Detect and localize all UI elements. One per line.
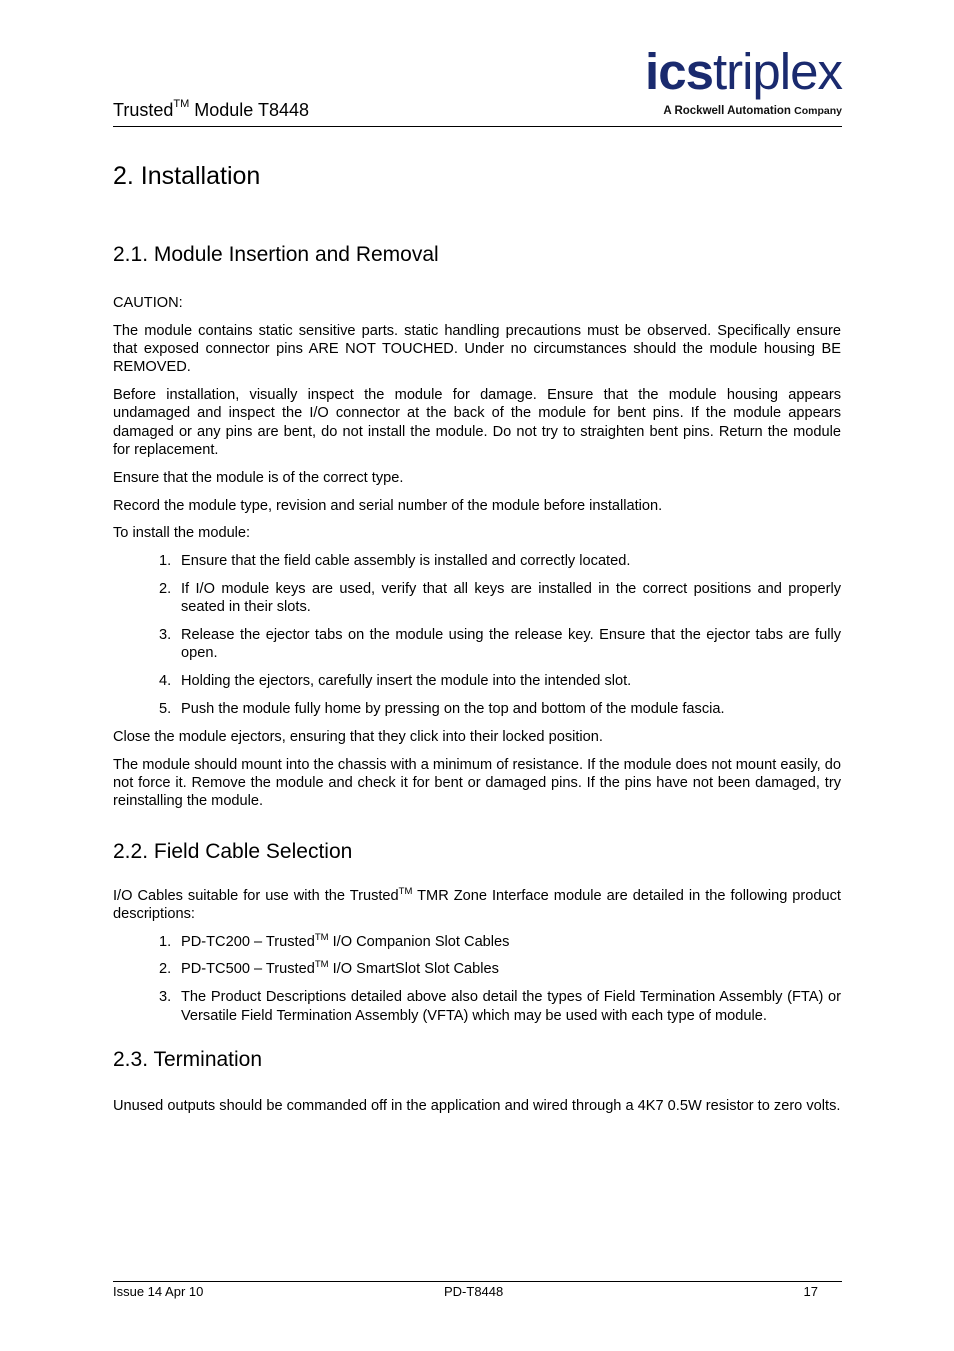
list-text-b: I/O Companion Slot Cables [328,933,510,950]
list-item [159,580,841,617]
paragraph: Ensure that the module is of the correct type. [113,469,404,486]
list-text-b: I/O SmartSlot Slot Cables [328,961,499,978]
list-text: Push the module fully home by pressing on the top and bottom of the module fascia. [181,701,725,718]
paragraph: The module contains static sensitive parts. static handling precautions must be observed. Specifically ensure that exposed connector pins ARE NOT TOUCHED. Under no circumstances should the module housing BE REMOVED. [113,322,841,376]
logo-light-text: triplex [712,43,842,100]
list-item [159,552,841,570]
list-number: 4. [159,673,172,690]
logo-bold-text: ics [645,43,713,100]
install-steps-list [113,552,841,718]
list-number: 2. [159,961,172,978]
paragraph: Close the module ejectors, ensuring that they click into their locked position. [113,728,603,745]
list-text-a: PD-TC500 – Trusted [181,961,315,978]
logo-tagline-text: A Rockwell Automation [663,105,791,117]
list-number: 1. [159,933,172,950]
paragraph: Unused outputs should be commanded off in the application and wired through a 4K7 0.5W resistor to zero volts. [113,1097,841,1114]
cable-list [113,933,841,1025]
caution-label: CAUTION: [113,295,183,311]
paragraph [113,887,841,924]
paragraph: Record the module type, revision and serial number of the module before installation. [113,497,663,514]
list-number: 3. [159,627,172,644]
header-title-prefix: Trusted [113,100,174,120]
logo-company-text: Company [794,105,842,117]
list-item [159,931,841,951]
list-number: 1. [159,553,172,570]
trademark-sup: TM [314,959,329,971]
list-item [159,700,841,718]
subsection-heading-2-2: 2.2. Field Cable Selection [113,839,353,863]
logo-wordmark [645,43,842,100]
paragraph: To install the module: [113,525,251,542]
page-content [113,156,841,1125]
section-heading-wrap [113,156,841,240]
section-heading: 2. Installation [113,162,261,190]
list-text: Ensure that the field cable assembly is installed and correctly located. [181,553,631,570]
paragraph: Before installation, visually inspect the module for damage. Ensure that the module housing appears undamaged and inspect the I/O connector at the back of the module for bent pins. If the module appears damaged or any pins are bent, do not install the module. Do not try to straighten bent pins. Return the module for replacement. [113,387,841,459]
trademark-sup: TM [398,885,413,897]
trademark-sup: TM [314,931,329,943]
list-number: 2. [159,581,172,598]
list-item [159,988,841,1025]
paragraph: The module should mount into the chassis with a minimum of resistance. If the module does not mount easily, do not force it. Remove the module and check it for bent or damaged pins. If the pins have not been damaged, try reinstalling the module. [113,756,841,810]
list-number: 5. [159,701,172,718]
list-text: The Product Descriptions detailed above also detail the types of Field Termination Assembly (FTA) or Versatile Field Termination Assembly (VFTA) which may be used with each type of module. [181,989,841,1024]
logo-tagline [663,104,842,118]
list-text: If I/O module keys are used, verify that all keys are installed in the correct positions and properly seated in their slots. [181,581,841,616]
subsection-heading-2-3: 2.3. Termination [113,1047,263,1071]
list-item [159,672,841,690]
subsection-heading-2-1: 2.1. Module Insertion and Removal [113,243,439,266]
footer-issue: Issue 14 Apr 10 [113,1284,204,1299]
list-text-a: PD-TC200 – Trusted [181,933,315,950]
footer-page-number: 17 [803,1284,818,1299]
header-rule [113,126,842,127]
footer-rule [113,1281,842,1282]
intro-text-a: I/O Cables suitable for use with the Trusted [113,887,399,904]
footer-doc-id: PD-T8448 [444,1284,504,1299]
ics-triplex-logo [610,43,842,120]
intro-text-b: TMR Zone Interface module are detailed in the following product descriptions: [113,887,841,922]
header-title [113,98,309,122]
trademark-sup: TM [173,98,190,110]
list-text: Release the ejector tabs on the module using the release key. Ensure that the ejector tabs are fully open. [181,627,841,662]
header-title-suffix: Module T8448 [189,100,310,120]
list-number: 3. [159,989,172,1006]
list-item [159,626,841,663]
list-item [159,959,841,978]
list-text: Holding the ejectors, carefully insert the module into the intended slot. [181,673,632,690]
